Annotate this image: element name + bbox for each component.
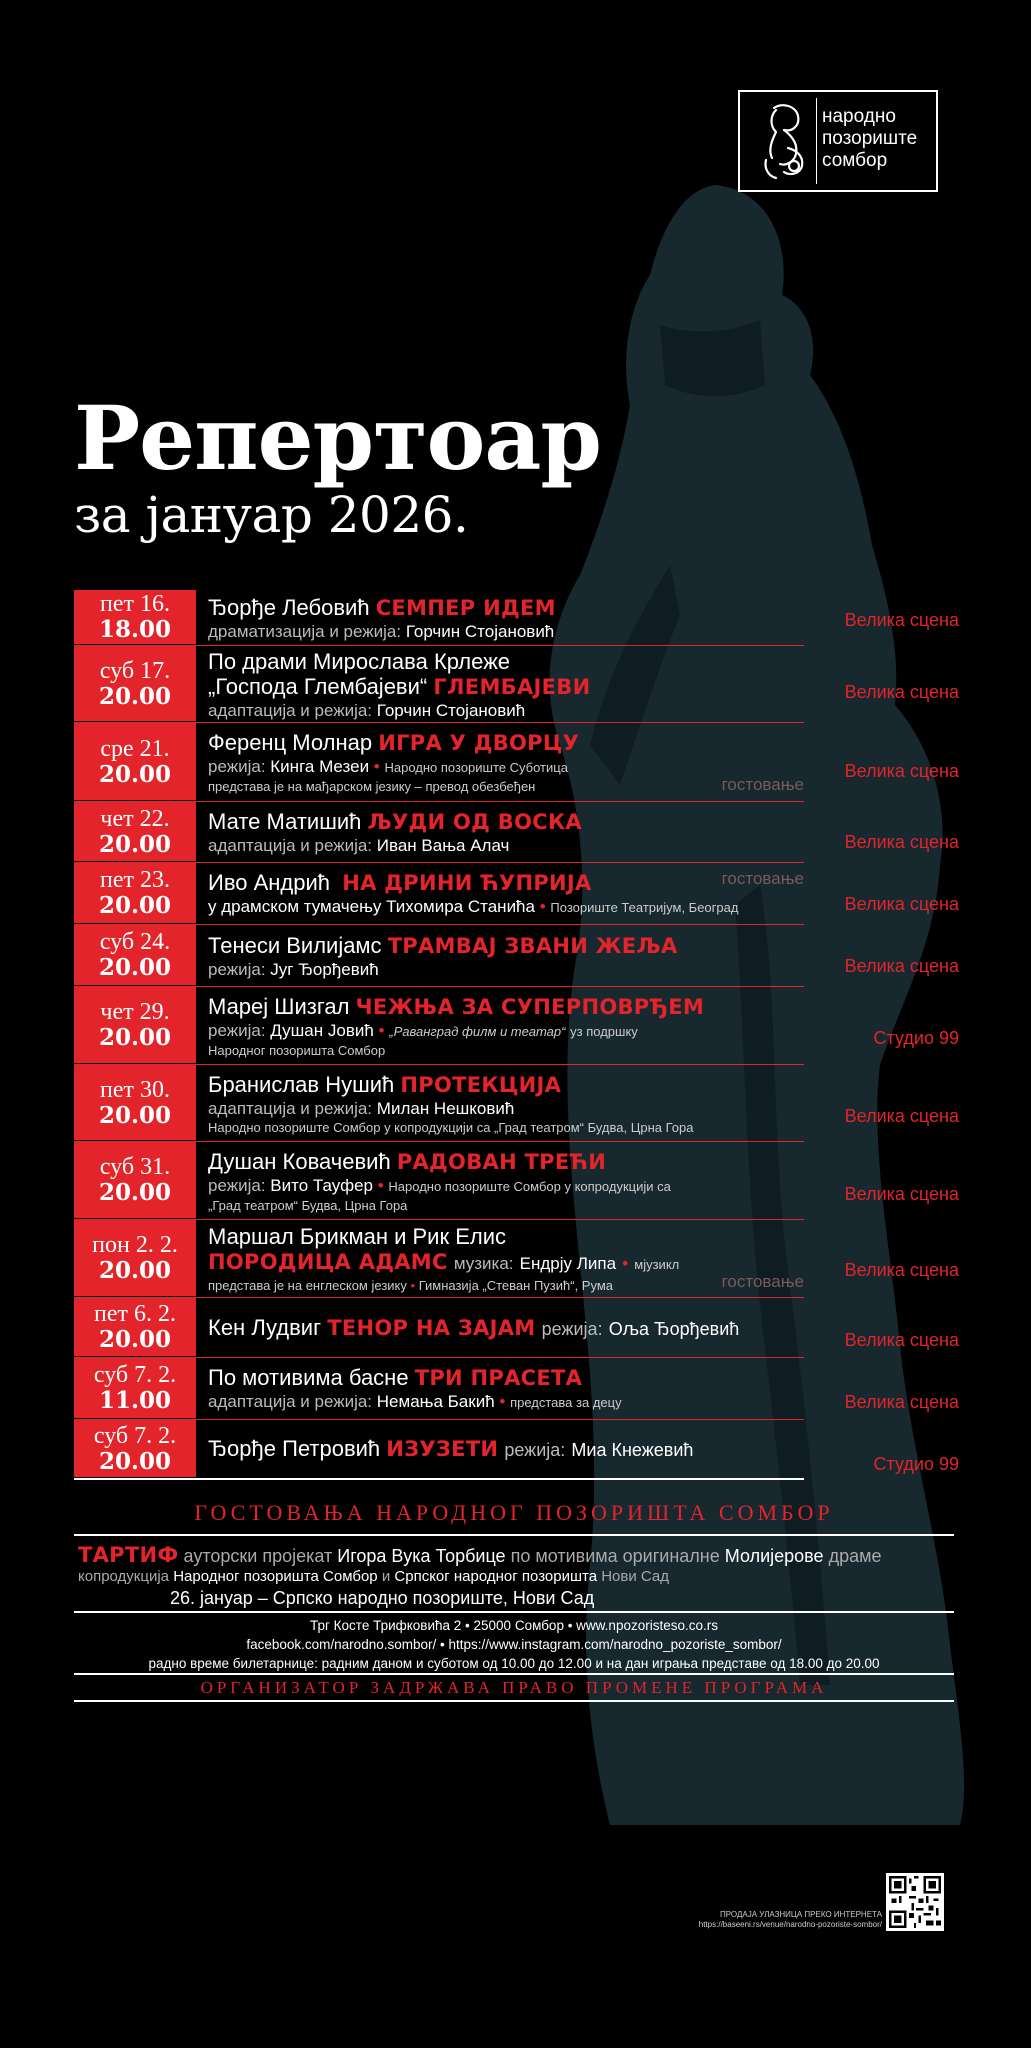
event-venue: Велика сцена [844,956,959,976]
event-date [74,987,196,1064]
event-note: Народно позориште Сомбор у копродукцији са „Град театром“ Будва, Црна Гора [208,1119,694,1135]
guesting-event [78,1544,958,1609]
guest-label: гостовање [721,1272,804,1291]
divider [74,1534,954,1536]
bullet-icon: • [377,1175,384,1195]
tickets-label: ПРОДАЈА УЛАЗНИЦА ПРЕКО ИНТЕРНЕТА [719,1910,882,1919]
event-author: Мареј Шизгал [208,993,350,1019]
event-time: 20.00 [98,954,172,981]
event-role: адаптација и режија: [208,1098,373,1118]
event-venue: Велика сцена [844,761,959,781]
event-time: 20.00 [98,1024,172,1051]
event-author: Ђорђе Петровић [208,1436,381,1461]
event-row [74,723,804,802]
event-info [196,1142,804,1219]
logo-top-rule [740,90,936,92]
guesting-co-4: Српског народног позоришта [394,1568,598,1585]
event-author: Кен Лудвиг [208,1314,322,1340]
guesting-co-2: Народног позоришта Сомбор [173,1568,378,1585]
event-info [196,925,804,986]
event-time: 11.00 [98,1387,172,1414]
event-venue: Велика сцена [844,610,959,630]
event-note: Народног позоришта Сомбор [208,1042,386,1058]
logo-bottom-rule [740,190,936,192]
event-role: режија: [208,959,266,979]
event-person: Југ Ђорђевић [270,959,379,979]
event-date [74,1358,196,1419]
guesting-title: ГОСТОВАЊА НАРОДНОГ ПОЗОРИШТА СОМБОР [194,1500,834,1525]
event-play-title: ТЕНОР НА ЗАЈАМ [327,1315,536,1340]
event-venue: Студио 99 [873,1454,959,1474]
event-extra: „Раванград филм и театар“ [389,1023,566,1039]
guesting-play: ТАРТИФ [78,1543,179,1567]
event-role: режија: [208,1020,266,1040]
repertoire-list [74,590,804,1480]
event-play-title: ЧЕЖЊА ЗА СУПЕРПОВРЂЕМ [355,994,705,1019]
event-day: суб 24. [99,929,171,955]
guesting-desc-1: ауторски пројекат [183,1546,333,1566]
guesting-date-place: 26. јануар – Српско народно позориште, Нови Сад [170,1588,595,1608]
event-venue: Велика сцена [844,682,959,702]
event-info [196,1298,804,1357]
event-row [74,802,804,863]
bullet-icon: • [373,757,380,776]
event-day: пет 16. [100,591,170,617]
event-extra: Народно позориште Сомбор у копродукцији са [388,1178,671,1194]
guesting-co-1: копродукција [78,1568,170,1585]
logo-figure-icon [752,100,812,182]
event-play-title: СЕМПЕР ИДЕМ [375,595,556,620]
event-day: суб 7. 2. [93,1422,177,1449]
guesting-desc-3: драме [828,1546,882,1566]
event-day: пет 23. [100,867,170,893]
bullet-icon: • [410,1278,416,1293]
bullet-icon: • [499,1392,506,1411]
event-extra: Позориште Театријум, Београд [550,900,739,915]
event-person: Душан Јовић [270,1020,374,1040]
event-venue: Велика сцена [844,832,959,852]
event-day: суб 31. [99,1154,171,1180]
event-row [74,1298,804,1358]
bullet-icon: • [539,897,546,916]
event-row [74,646,804,723]
contact-hours: радно време билетарнице: радним даном и суботом од 10.00 до 12.00 и на дан играња представе од 18.00 до 20.00 [148,1656,880,1671]
event-info [196,646,804,722]
theatre-logo [738,90,938,192]
event-play-title: РАДОВАН ТРЕЋИ [396,1149,607,1174]
organizer-note: ОРГАНИЗАТОР ЗАДРЖАВА ПРАВО ПРОМЕНЕ ПРОГРАМА [200,1678,828,1697]
event-info [196,863,804,924]
event-person: Горчин Стојановић [376,700,526,720]
event-row [74,1220,804,1298]
event-day: пет 6. 2. [94,1301,176,1327]
event-author: Душан Ковачевић [208,1148,391,1174]
logo-text [822,106,917,172]
event-play-title: ПОРОДИЦА АДАМС [208,1250,448,1274]
event-time: 20.00 [98,1447,172,1475]
event-venue: Велика сцена [844,1184,959,1204]
event-play-title: ИГРА У ДВОРЦУ [378,731,580,755]
event-row [74,863,804,925]
event-role: адаптација и режија: [208,700,373,720]
event-note: представа је на мађарском језику – превод обезбеђен [208,779,536,794]
event-venue: Студио 99 [873,1028,959,1048]
event-extra: представа за децу [510,1395,622,1410]
event-info [196,987,804,1064]
event-play-title: ЉУДИ ОД ВОСКА [367,810,582,834]
event-date [74,802,196,862]
event-role: режија: [208,757,266,776]
page-subtitle: за јануар 2026. [74,486,469,544]
event-row [74,1420,804,1480]
event-person: Оља Ђорђевић [608,1318,740,1339]
event-play-title: ГЛЕМБАЈЕВИ [433,674,591,699]
event-role: режија: [541,1318,603,1339]
event-extra: Народно позориште Суботица [384,760,568,775]
event-date [74,646,196,722]
event-date [74,1065,196,1141]
guest-label: гостовање [721,869,804,888]
event-day: суб 7. 2. [93,1362,177,1388]
event-author: Бранислав Нушић [208,1071,395,1097]
event-note: „Град театром“ Будва, Црна Гора [208,1197,408,1213]
event-day: суб 17. [99,657,171,684]
event-info [196,1420,804,1478]
qr-code-icon[interactable] [886,1873,944,1931]
event-person: Немања Бакић [376,1392,495,1411]
event-play-title: ПРОТЕКЦИЈА [400,1072,562,1097]
event-role: музика: [453,1254,514,1273]
event-time: 20.00 [98,1179,172,1206]
event-time: 20.00 [98,1326,172,1353]
event-date [74,925,196,986]
event-play-title: НА ДРИНИ ЋУПРИЈА [342,871,592,895]
event-row [74,1065,804,1142]
logo-line-1: народно [822,106,896,127]
event-venue: Велика сцена [844,1106,959,1126]
event-time: 20.00 [98,682,172,710]
event-venue: Велика сцена [844,1392,959,1412]
event-person: Иван Вања Алач [376,836,510,855]
guest-label: гостовање [721,775,804,794]
event-date [74,1298,196,1357]
event-time: 18.00 [98,616,172,643]
contact-social: facebook.com/narodno.sombor/ • https://www.instagram.com/narodno_pozoriste_sombor/ [246,1637,782,1652]
event-date [74,1420,196,1478]
event-info [196,1220,804,1297]
tickets-info [660,1910,882,1930]
event-row [74,1142,804,1220]
event-date [74,590,196,645]
event-person: Ендрју Липа [519,1254,617,1273]
event-play-title: ТРАМВАЈ ЗВАНИ ЖЕЉА [387,933,678,958]
event-play-title: ИЗУЗЕТИ [386,1437,499,1461]
event-info [196,1065,804,1141]
contact-info [74,1616,954,1673]
event-info [196,723,804,801]
event-pre: По драми Мирослава Крлеже [208,648,511,674]
event-author: „Господа Глембајеви“ [208,673,428,699]
event-person: Кинга Мезеи [270,757,370,776]
bullet-icon: • [622,1254,629,1273]
event-date [74,863,196,924]
event-day: чет 22. [100,805,170,832]
event-note-2: Гимназија „Стеван Пузић“, Рума [418,1278,613,1293]
event-extra: мјузикл [634,1257,680,1272]
event-author: Иво Андрић [208,870,331,895]
event-venue: Велика сцена [844,1330,959,1350]
event-author: По мотивима басне [208,1365,409,1390]
event-info [196,1358,804,1419]
event-row [74,925,804,987]
event-author: Мате Матишић [208,809,362,834]
divider [74,1673,954,1675]
event-role: адаптација и режија: [208,1392,373,1411]
contact-address: Трг Косте Трифковића 2 • 25000 Сомбор • www.npozoristeso.co.rs [310,1618,718,1633]
event-info [196,590,804,645]
event-date [74,723,196,801]
event-row [74,1358,804,1420]
logo-line-3: сомбор [822,150,888,171]
event-person: Вито Тауфер [270,1175,373,1195]
page-title: Репертоар [74,386,601,490]
guesting-co-5: Нови Сад [601,1568,670,1585]
event-author: Тенеси Вилијамс [208,932,382,958]
event-role: адаптација и режија: [208,836,373,855]
guesting-desc-2: по мотивима оригиналне [510,1546,720,1566]
event-author: Ференц Молнар [208,730,373,755]
event-role: режија: [504,1440,566,1460]
event-date [74,1220,196,1297]
guesting-co-3: и [381,1568,391,1585]
event-person: Миа Кнежевић [571,1440,694,1460]
event-note: представа је на енглеском језику [208,1278,407,1293]
event-row [74,590,804,646]
event-venue: Велика сцена [844,894,959,914]
event-row [74,987,804,1065]
event-date [74,1142,196,1219]
event-day: чет 29. [100,999,170,1025]
event-role: драматизација и режија: [208,621,402,641]
event-day: пет 30. [100,1076,170,1103]
divider [74,1611,954,1613]
event-time: 20.00 [98,760,172,788]
event-time: 20.00 [98,830,172,858]
event-role: режија: [208,1175,266,1195]
bullet-icon: • [378,1020,385,1040]
event-venue: Велика сцена [844,1260,959,1280]
event-time: 20.00 [98,1257,172,1284]
event-time: 20.00 [98,1101,172,1129]
event-extra-2: уз подршку [570,1023,638,1039]
guesting-orig: Молијерове [724,1546,824,1566]
event-play-title: ТРИ ПРАСЕТА [414,1366,583,1390]
event-pre: Маршал Брикман и Рик Елис [208,1224,506,1249]
logo-line-2: позориште [822,128,918,149]
event-person: Милан Нешковић [376,1098,515,1118]
tickets-url[interactable]: https://baseeni.rs/venue/narodno-pozoriste-sombor/ [698,1920,882,1929]
event-person: Горчин Стојановић [405,621,555,641]
guesting-author: Игора Вука Торбице [337,1546,506,1566]
divider [74,1700,954,1702]
event-sub: у драмском тумачењу Тихомира Станића [208,897,535,916]
event-day: сре 21. [100,735,170,762]
event-time: 20.00 [98,892,172,919]
event-author: Ђорђе Лебовић [208,594,370,620]
event-day: пон 2. 2. [92,1232,178,1258]
event-info [196,802,804,862]
logo-separator [816,98,817,184]
